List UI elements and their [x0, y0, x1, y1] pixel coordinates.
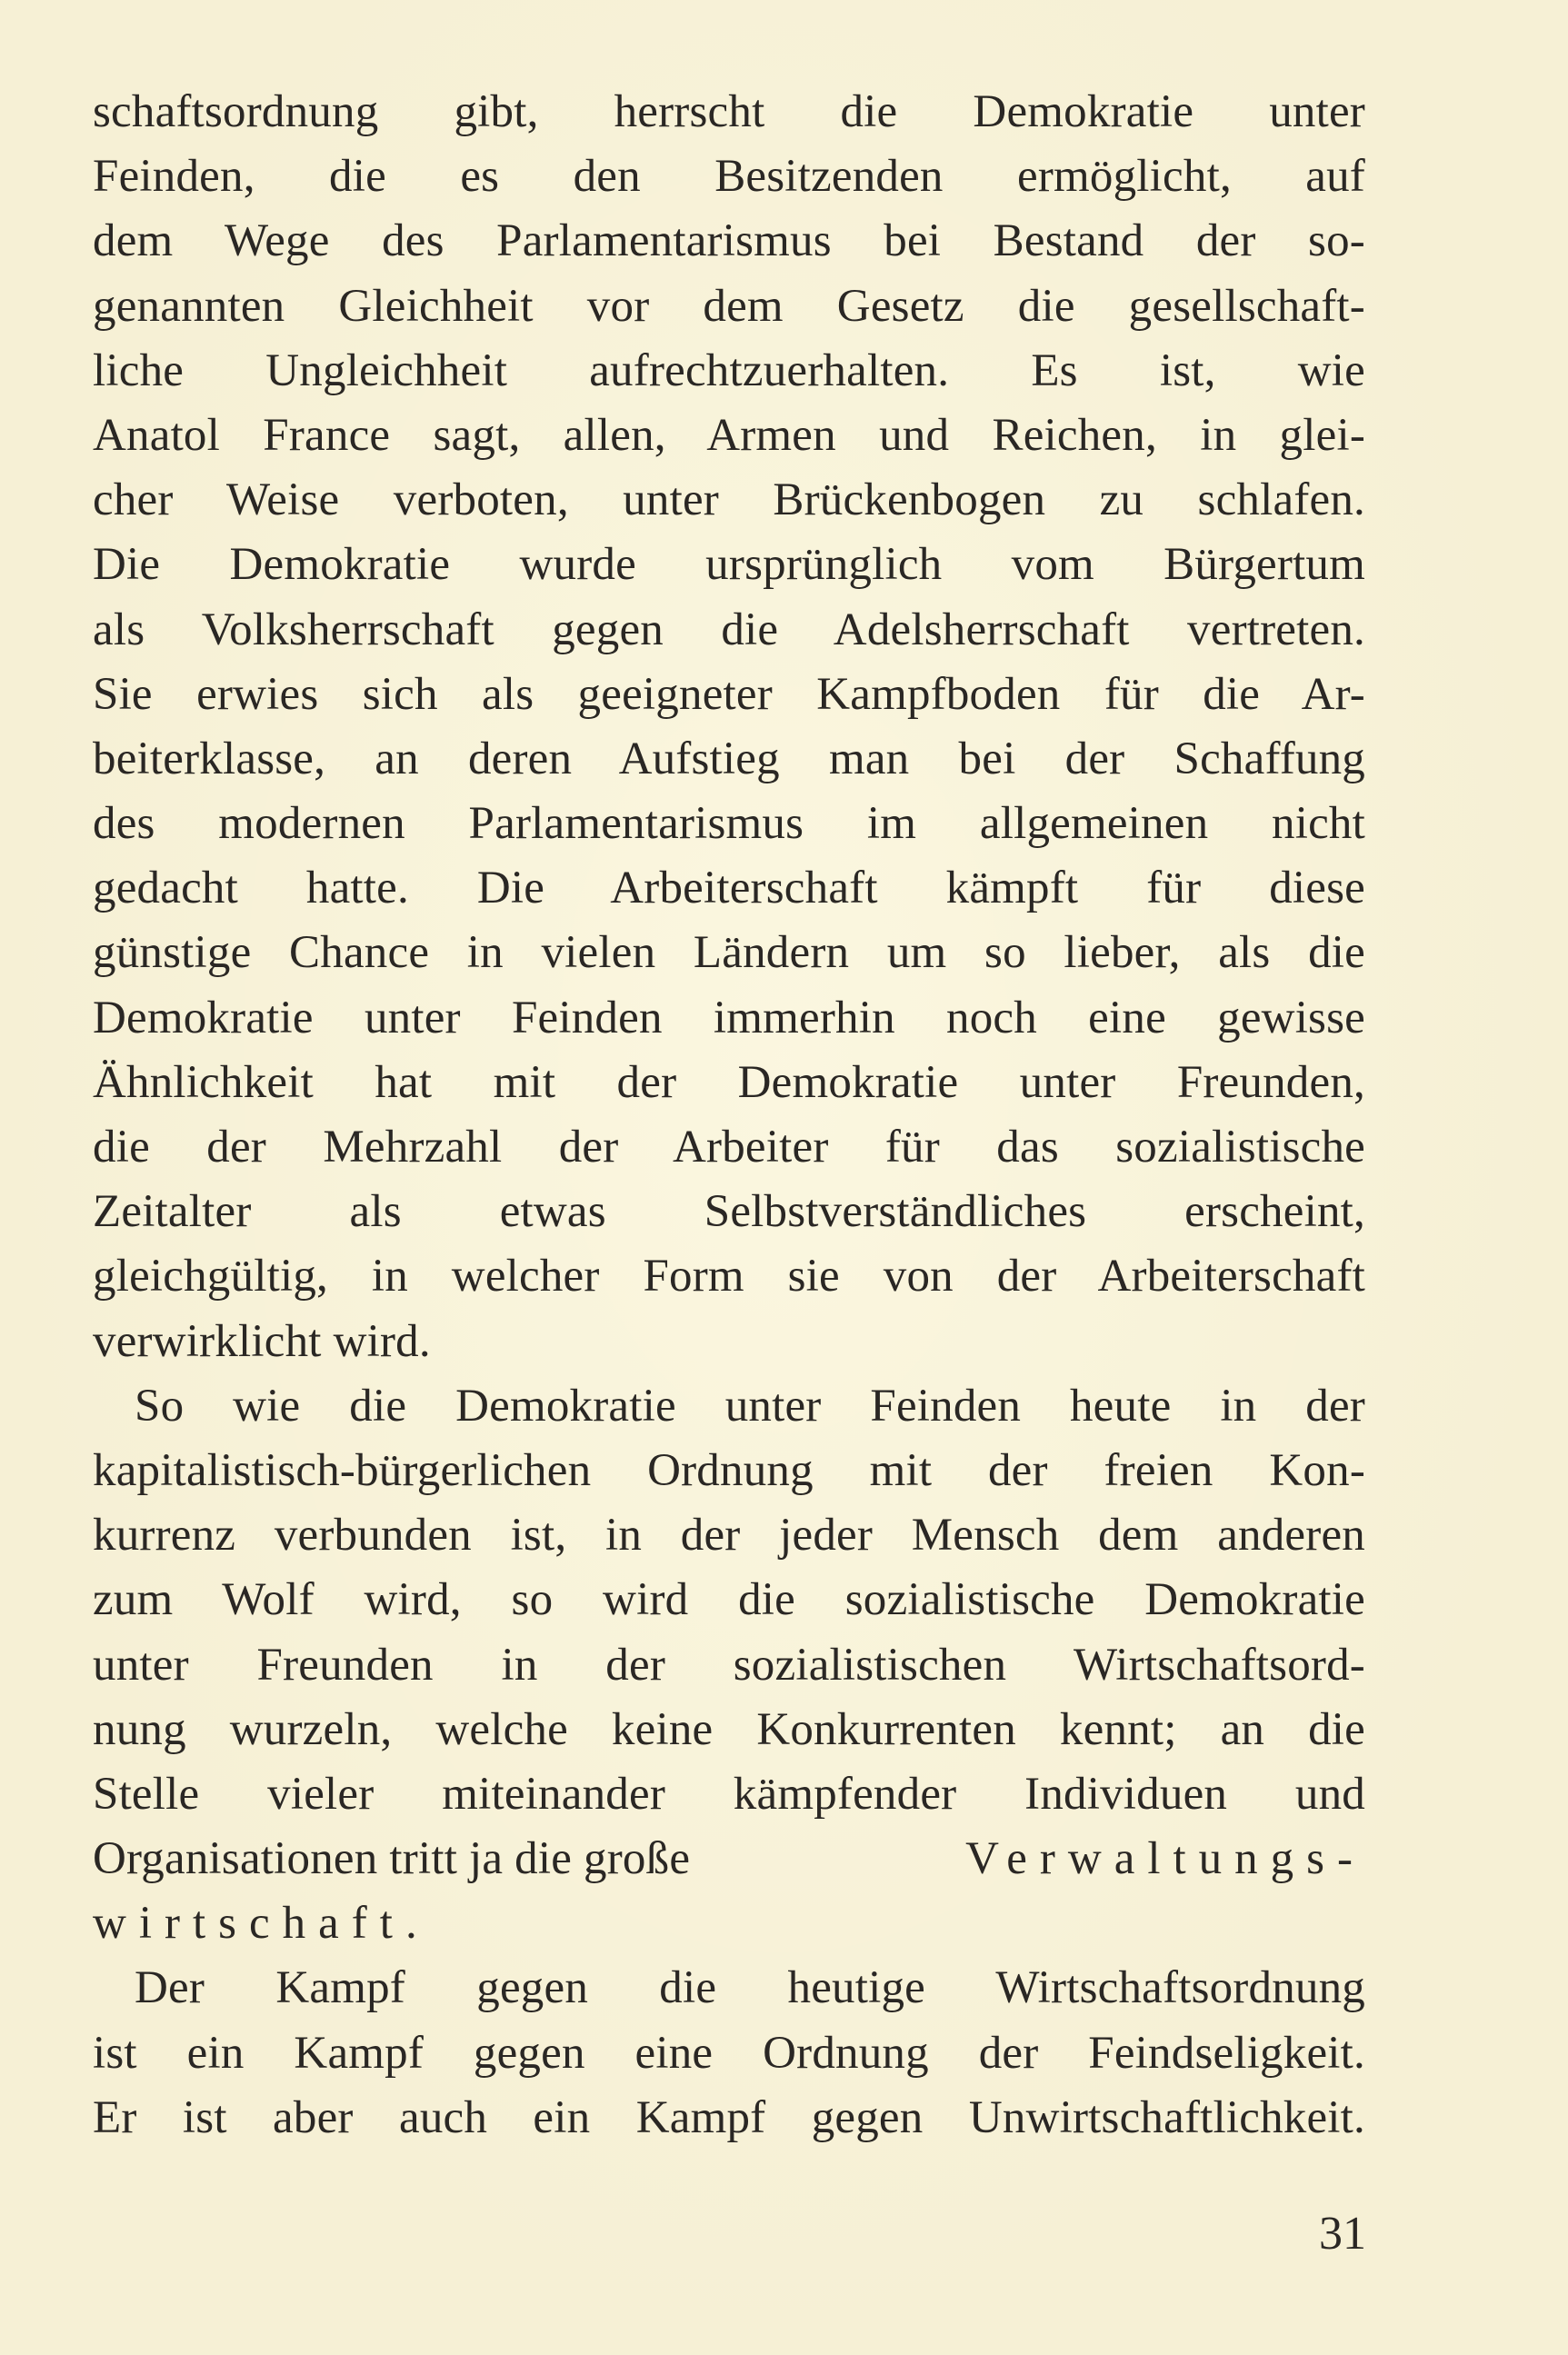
text-line: dem Wege des Parlamentarismus bei Bestand der so- [93, 215, 1365, 267]
text-punctuation: . [404, 1898, 417, 1950]
text-line: Ähnlichkeit hat mit der Demokratie unter Freunden, [93, 1056, 1365, 1108]
text-line-start: Organisationen tritt ja die große [93, 1833, 691, 1885]
text-line: Demokratie unter Feinden immerhin noch eine gewisse [93, 992, 1365, 1043]
text-line: unter Freunden in der sozialistischen Wirtschaftsord- [93, 1639, 1365, 1691]
text-line: genannten Gleichheit vor dem Gesetz die gesellschaft- [93, 280, 1365, 332]
text-line: schaftsordnung gibt, herrscht die Demokratie unter [93, 86, 1365, 137]
text-line: die der Mehrzahl der Arbeiter für das sozialistische [93, 1122, 1365, 1173]
text-line: Anatol France sagt, allen, Armen und Reichen, in glei- [93, 409, 1365, 461]
text-line: zum Wolf wird, so wird die sozialistische Demokratie [93, 1574, 1365, 1626]
text-line: Sie erwies sich als geeigneter Kampfboden für die Ar- [93, 668, 1365, 720]
text-line: So wie die Demokratie unter Feinden heute in der [135, 1380, 1365, 1432]
text-line: Feinden, die es den Besitzenden ermöglicht, auf [93, 151, 1365, 203]
text-line: günstige Chance in vielen Ländern um so lieber, als die [93, 927, 1365, 979]
text-line: gedacht hatte. Die Arbeiterschaft kämpft für diese [93, 863, 1365, 914]
text-line: Zeitalter als etwas Selbstverständliches erscheint, [93, 1186, 1365, 1238]
paragraph-2 [93, 1374, 1365, 1957]
page-number: 31 [1319, 2208, 1366, 2260]
text-line: liche Ungleichheit aufrechtzuerhalten. Es ist, wie [93, 344, 1365, 396]
text-line: des modernen Parlamentarismus im allgemeinen nicht [93, 798, 1365, 850]
paragraph-1 [93, 80, 1365, 1374]
emphasized-word: wirtschaft [93, 1898, 405, 1950]
emphasized-word: Verwaltungs- [965, 1833, 1365, 1885]
body-text [93, 80, 1365, 2150]
text-line: Der Kampf gegen die heutige Wirtschaftsordnung [135, 1962, 1365, 2014]
text-line: verwirklicht wird. [93, 1315, 431, 1367]
text-line: Stelle vieler miteinander kämpfender Individuen und [93, 1768, 1365, 1820]
text-line: kapitalistisch-bürgerlichen Ordnung mit der freien Kon- [93, 1444, 1365, 1496]
paragraph-3 [93, 1956, 1365, 2150]
text-line [93, 1827, 1365, 1891]
text-line: Er ist aber auch ein Kampf gegen Unwirtschaftlichkeit. [93, 2091, 1365, 2143]
text-line: als Volksherrschaft gegen die Adelsherrschaft vertreten. [93, 604, 1365, 655]
text-line: beiterklasse, an deren Aufstieg man bei der Schaffung [93, 733, 1365, 784]
text-line: gleichgültig, in welcher Form sie von der Arbeiterschaft [93, 1251, 1365, 1302]
text-line: nung wurzeln, welche keine Konkurrenten kennt; an die [93, 1703, 1365, 1755]
text-line [93, 1891, 1365, 1956]
text-line: ist ein Kampf gegen eine Ordnung der Feindseligkeit. [93, 2027, 1365, 2079]
text-line: Die Demokratie wurde ursprünglich vom Bürgertum [93, 539, 1365, 591]
text-line: kurrenz verbunden ist, in der jeder Mensch dem anderen [93, 1510, 1365, 1562]
text-line: cher Weise verboten, unter Brückenbogen zu schlafen. [93, 474, 1365, 526]
